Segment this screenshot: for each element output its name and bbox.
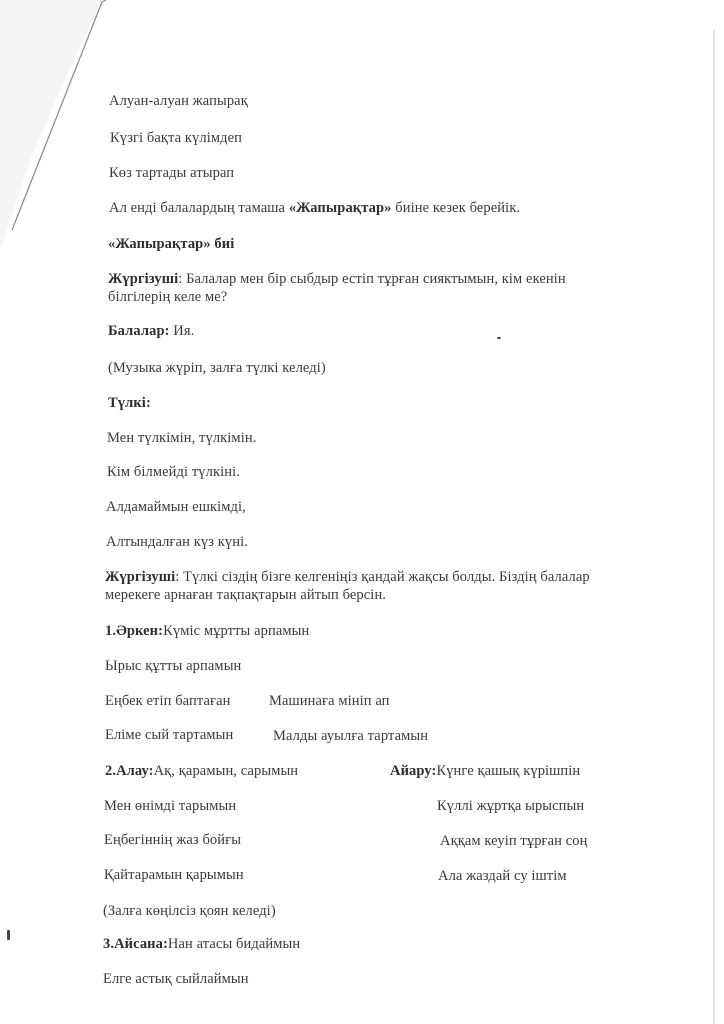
remark-text: биіне кезек берейік. (391, 200, 521, 216)
poem-line (105, 762, 298, 780)
verse-text: Күміс мұртты арпамын (163, 623, 310, 639)
speaker-name: 1.Әркен: (105, 623, 164, 639)
verse-line: Аққам кеуіп тұрған соң (440, 833, 588, 849)
speech-text: : Балалар мен бір сыбдыр естіп тұрған сияктымын, кім екенін білгілерің келе ме? (108, 271, 566, 305)
verse-line: Қайтарамын қарымын (104, 867, 244, 883)
verse-text: Ақ, қарамын, сарымын (153, 763, 299, 779)
host-remark (109, 199, 520, 217)
verse-text: Күнге қашық күрішпін (436, 763, 581, 779)
scan-speck (7, 930, 10, 940)
speaker-name: Түлкі: (108, 395, 151, 411)
section-heading (108, 235, 234, 253)
verse-text: Нан атасы бидаймын (167, 936, 301, 952)
stage-direction: (Музыка жүріп, залға түлкі келеді) (108, 360, 326, 376)
verse-line: Күллі жұртқа ырыспын (437, 798, 585, 814)
speech-text: : Түлкі сіздің бізге келгеніңіз қандай жақсы болды. Біздің балалар мерекеге арнаған тақпақтарын айтып берсін. (105, 569, 590, 603)
host-speech (108, 270, 628, 306)
speech-text: Ия. (169, 323, 195, 339)
dance-name: «Жапырақтар» (288, 200, 392, 216)
host-speech (105, 568, 635, 604)
verse-line: Мен өнімді тарымын (104, 798, 237, 814)
verse-line: Алуан-алуан жапырақ (109, 93, 248, 109)
verse-line: Ырыс құтты арпамын (105, 658, 242, 674)
verse-line: Еңбек етіп баптаған (105, 693, 231, 709)
verse-line: Алтындалған күз күні. (106, 534, 248, 550)
speaker-name: Жүргізуші (108, 271, 179, 287)
verse-line: Ала жаздай су іштім (438, 868, 567, 884)
verse-line: Елге астық сыйлаймын (103, 971, 249, 987)
speaker-name: 3.Айсана: (103, 936, 168, 952)
poem-line (103, 935, 300, 953)
verse-line: Еліме сый тартамын (105, 727, 234, 743)
verse-line: Күзгі бақта күлімдеп (110, 130, 242, 146)
scan-speck (497, 337, 501, 339)
verse-line: Машинаға мініп ап (269, 693, 390, 709)
stage-direction: (Залға көңілсіз қоян келеді) (103, 903, 276, 919)
verse-line: Еңбегіннің жаз бойғы (104, 832, 242, 848)
speaker-name: Балалар: (108, 323, 170, 339)
poem-line (105, 622, 309, 640)
speaker-name: Айару: (390, 763, 437, 779)
character-heading (108, 394, 151, 412)
speaker-name: 2.Алау: (105, 763, 154, 779)
verse-line: Көз тартады атырап (109, 165, 235, 181)
remark-text: Ал енді балалардың тамаша (109, 200, 289, 216)
verse-line: Мен түлкімін, түлкімін. (107, 430, 257, 446)
children-reply (108, 322, 194, 340)
verse-line: Кім білмейді түлкіні. (107, 464, 240, 480)
poem-line (390, 762, 580, 780)
verse-line: Алдамаймын ешкімді, (106, 499, 246, 515)
verse-line: Малды ауылға тартамын (273, 728, 429, 744)
dance-heading: «Жапырақтар» биі (108, 236, 235, 252)
speaker-name: Жүргізуші (105, 569, 176, 585)
